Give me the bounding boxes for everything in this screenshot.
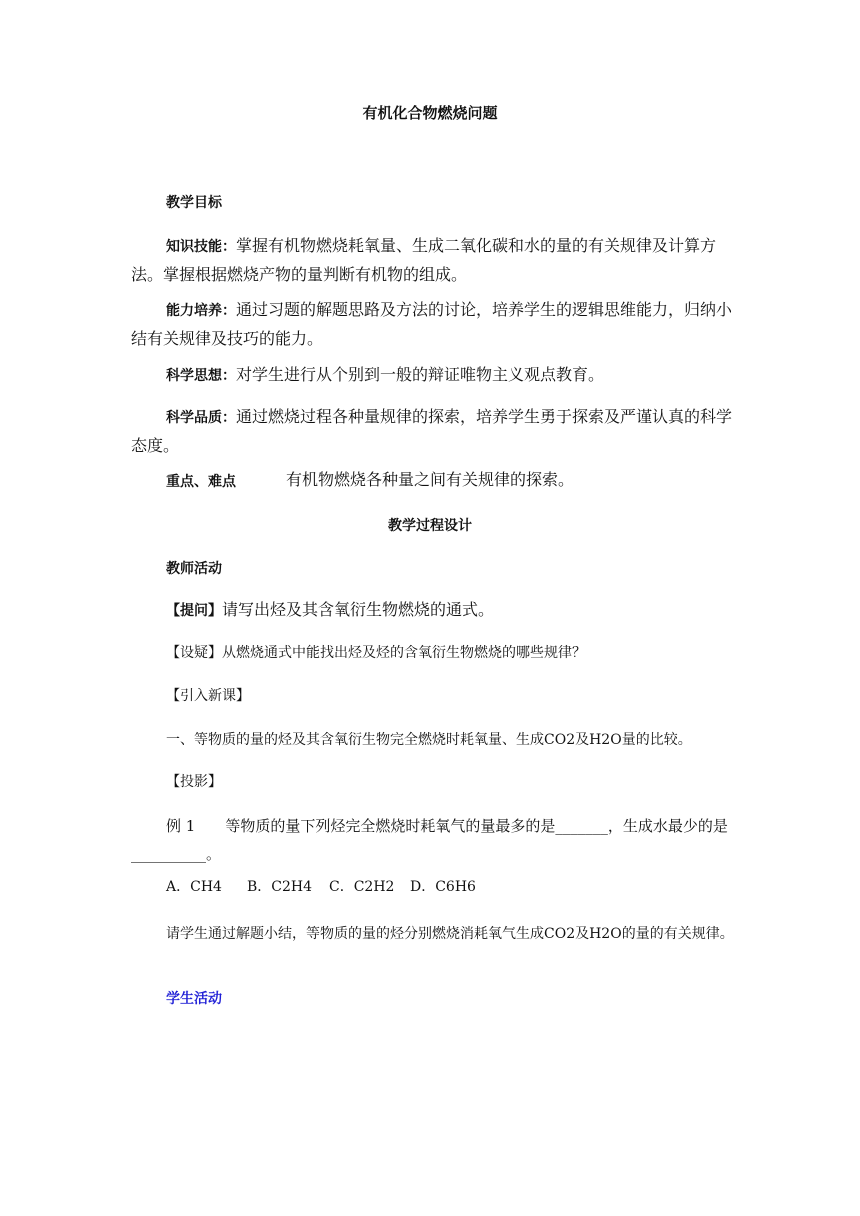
thinking-paragraph [131,361,735,390]
example-paragraph [131,812,735,868]
example-text: 等物质的量下列烃完全燃烧时耗氧气的量最多的是_______，生成水最少的是__________。 [131,817,728,863]
key-points-text: 有机物燃烧各种量之间有关规律的探索。 [286,470,575,489]
option-c: C．C2H2 [329,879,395,895]
intro-tag: 【引入新课】 [166,688,250,704]
quality-label: 科学品质： [166,410,236,426]
key-points-label: 重点、难点 [166,474,236,490]
question-text: 请写出烃及其含氧衍生物燃烧的通式。 [222,600,495,619]
student-heading: 学生活动 [166,991,222,1007]
knowledge-paragraph [131,232,735,289]
option-d: D．C6H6 [410,879,476,895]
knowledge-text: 掌握有机物燃烧耗氧量、生成二氧化碳和水的量的有关规律及计算方法。掌握根据燃烧产物的量判断有机物的组成。 [131,236,717,284]
projection-tag: 【投影】 [166,774,222,790]
quality-paragraph [131,403,735,460]
doubt-line [166,646,586,660]
process-heading: 教学过程设计 [388,518,472,534]
section-one-text: 一、等物质的量的烃及其含氧衍生物完全燃烧时耗氧量、生成CO2及H2O量的比较。 [166,732,692,748]
ability-label: 能力培养： [166,303,236,319]
knowledge-label: 知识技能： [166,239,236,255]
teacher-heading: 教师活动 [166,561,222,577]
question-line [166,602,494,618]
ability-text: 通过习题的解题思路及方法的讨论，培养学生的逻辑思维能力，归纳小结有关规律及技巧的能力。 [131,300,733,348]
thinking-text: 对学生进行从个别到一般的辩证唯物主义观点教育。 [236,365,605,384]
option-a: A．CH4 [166,879,222,895]
option-b: B．C2H4 [247,879,313,895]
question-tag: 【提问】 [166,603,222,619]
ability-paragraph [131,296,735,353]
doubt-text: 从燃烧通式中能找出烃及烃的含氧衍生物燃烧的哪些规律？ [222,645,586,661]
doubt-tag: 【设疑】 [166,645,222,661]
thinking-label: 科学思想： [166,368,236,384]
summary-paragraph: 请学生通过解题小结，等物质的量的烃分别燃烧消耗氧气生成CO2及H2O的量的有关规律。 [166,926,734,942]
quality-text: 通过燃烧过程各种量规律的探索，培养学生勇于探索及严谨认真的科学态度。 [131,407,733,455]
example-number: 例 1 [166,817,196,835]
page-title: 有机化合物燃烧问题 [362,104,498,122]
goals-heading: 教学目标 [166,195,222,211]
